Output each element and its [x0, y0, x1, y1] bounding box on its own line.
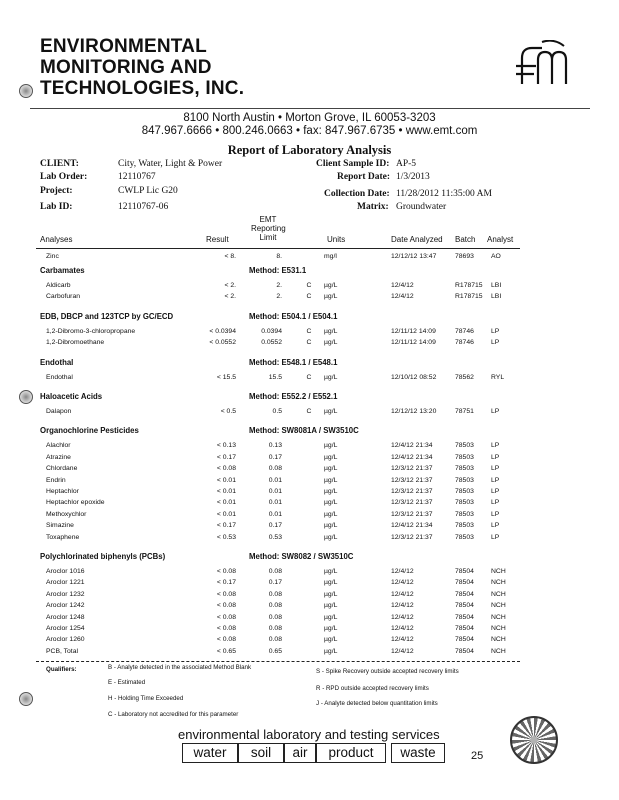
cell-limit: 8. [276, 253, 282, 260]
qualifier-note: J - Analyte detected below quantitation limits [316, 700, 438, 707]
cell-q [304, 577, 314, 588]
qualifier-note: H - Holding Time Exceeded [108, 695, 184, 702]
cell-date: 12/4/12 [391, 293, 414, 301]
cell-date: 12/3/12 21:37 [391, 499, 433, 507]
cell-units: µg/L [324, 282, 338, 289]
binder-hole-icon [19, 84, 33, 98]
cell-analyst: LP [491, 442, 500, 450]
company-line: MONITORING AND [40, 57, 212, 78]
cell-date: 12/4/12 [391, 636, 414, 644]
cell-date: 12/4/12 [391, 613, 414, 621]
method-label: Method: SW8082 / SW3510C [249, 552, 354, 561]
cell-batch: 78504 [455, 568, 474, 575]
group-heading: EDB, DBCP and 123TCP by GC/ECD [40, 311, 174, 321]
cell-analyst: LP [491, 476, 500, 484]
cell-q [304, 486, 314, 497]
cell-units: µg/L [324, 647, 338, 655]
cell-name: Alachlor [46, 442, 71, 450]
cell-analyst: NCH [491, 579, 506, 587]
cell-batch: 78503 [455, 522, 474, 530]
cell-name: Aroclor 1016 [46, 568, 85, 575]
cell-q [304, 497, 314, 508]
group-heading: Haloacetic Acids [40, 392, 103, 401]
cell-date: 12/4/12 [391, 625, 414, 632]
cell-name: Endothal [46, 373, 73, 381]
cell-name: Aroclor 1232 [46, 590, 85, 598]
cell-q: C [306, 293, 312, 301]
report-title: Report of Laboratory Analysis [227, 143, 392, 157]
matrix-label: Matrix: [357, 202, 389, 212]
cell-limit: 0.65 [268, 647, 282, 655]
cell-q: C [306, 339, 312, 347]
cell-name: Heptachlor epoxide [46, 499, 105, 507]
cell-analyst: LP [491, 499, 500, 507]
cell-name: Endrin [46, 476, 66, 484]
cell-units: µg/L [324, 499, 338, 507]
cell-analyst: LP [491, 533, 500, 541]
cell-result: < 0.65 [216, 647, 236, 655]
cell-analyst: NCH [491, 625, 506, 632]
service-soil: soil [238, 743, 284, 763]
cell-limit: 0.17 [268, 522, 282, 530]
cell-batch: 78504 [455, 602, 474, 610]
cell-analyst: NCH [491, 636, 506, 644]
cell-q [304, 623, 314, 634]
cell-result: < 0.08 [216, 613, 236, 621]
cell-limit: 0.01 [268, 510, 282, 518]
cell-q [304, 463, 314, 474]
project-label: Project: [40, 186, 73, 196]
cell-units: µg/L [324, 625, 338, 632]
cell-name: Heptachlor [46, 488, 79, 495]
cell-name: Simazine [46, 522, 74, 530]
cell-limit: 0.53 [268, 533, 282, 541]
qualifier-note: R - RPD outside accepted recovery limits [316, 685, 429, 692]
group-heading: Organochlorine Pesticides [40, 426, 139, 436]
cell-date: 12/4/12 [391, 568, 414, 575]
lab-id-value: 12110767-06 [118, 202, 169, 212]
cell-q [304, 646, 314, 657]
cell-result: < 2. [224, 282, 236, 289]
cell-q [304, 612, 314, 623]
cell-name: Aroclor 1248 [46, 613, 85, 621]
cell-result: < 0.01 [216, 499, 236, 507]
qualifier-note: E - Estimated [108, 679, 146, 686]
cell-q [304, 566, 314, 577]
accreditation-seal-icon [510, 716, 558, 764]
group-heading: Carbamates [40, 266, 85, 275]
cell-units: µg/L [324, 327, 338, 335]
cell-result: < 0.01 [216, 476, 236, 484]
cell-limit: 0.17 [268, 453, 282, 461]
cell-q [304, 452, 314, 463]
cell-limit: 0.0394 [261, 327, 282, 335]
cell-units: µg/L [324, 339, 338, 347]
cell-q [304, 600, 314, 611]
cell-result: < 8. [224, 253, 236, 260]
cell-result: < 0.5 [220, 408, 236, 415]
cell-q [304, 475, 314, 486]
cell-date: 12/12/12 13:47 [391, 253, 437, 260]
cell-batch: 78503 [455, 465, 474, 473]
cell-date: 12/3/12 21:37 [391, 533, 433, 541]
lab-order-label: Lab Order: [40, 172, 88, 182]
col-analyst: Analyst [487, 235, 514, 244]
cell-analyst: LP [491, 488, 500, 495]
cell-date: 12/10/12 08:52 [391, 373, 437, 381]
cell-analyst: LP [491, 408, 500, 415]
cell-name: Aldicarb [46, 282, 71, 289]
cell-units: µg/L [324, 522, 338, 530]
cell-limit: 2. [276, 293, 282, 301]
cell-units: µg/L [324, 590, 338, 598]
cell-analyst: LBI [491, 282, 502, 289]
cell-date: 12/3/12 21:37 [391, 488, 433, 495]
cell-limit: 0.08 [268, 636, 282, 644]
qualifiers-rule [36, 661, 520, 662]
cell-limit: 0.13 [268, 442, 282, 450]
cell-units: µg/L [324, 453, 338, 461]
client-label: CLIENT: [40, 159, 79, 169]
cell-q [304, 251, 314, 262]
cell-q [304, 440, 314, 451]
collection-date-value: 11/28/2012 11:35:00 AM [396, 189, 492, 199]
company-contact: 847.967.6666 • 800.246.0663 • fax: 847.967.6735 • www.emt.com [141, 125, 478, 137]
cell-limit: 15.5 [268, 373, 282, 381]
method-label: Method: E552.2 / E552.1 [249, 392, 338, 401]
footer-tagline: environmental laboratory and testing services [178, 727, 440, 742]
cell-result: < 0.08 [216, 602, 236, 610]
cell-q [304, 520, 314, 531]
cell-analyst: LBI [491, 293, 502, 301]
cell-result: < 0.0552 [209, 339, 236, 347]
cell-date: 12/3/12 21:37 [391, 510, 433, 518]
cell-batch: 78503 [455, 533, 474, 541]
lab-id-label: Lab ID: [40, 202, 73, 212]
cell-analyst: LP [491, 510, 500, 518]
cell-result: < 0.08 [216, 625, 236, 632]
cell-units: µg/L [324, 293, 338, 301]
cell-result: < 15.5 [216, 373, 236, 381]
page-number: 25 [471, 750, 484, 762]
col-date: Date Analyzed [391, 235, 443, 244]
cell-analyst: AO [491, 253, 501, 260]
col-analyses: Analyses [40, 235, 73, 244]
company-line: TECHNOLOGIES, INC. [40, 78, 245, 99]
cell-date: 12/12/12 13:20 [391, 408, 437, 415]
cell-name: Aroclor 1242 [46, 602, 85, 610]
cell-date: 12/11/12 14:09 [391, 339, 436, 347]
header-divider [30, 108, 590, 109]
report-date-label: Report Date: [337, 172, 391, 182]
cell-limit: 0.0552 [261, 339, 282, 347]
cell-name: Aroclor 1254 [46, 625, 85, 632]
cell-name: Dalapon [46, 408, 72, 415]
cell-analyst: NCH [491, 647, 506, 655]
cell-analyst: LP [491, 522, 500, 530]
cell-analyst: LP [491, 339, 500, 347]
cell-limit: 0.01 [268, 488, 282, 495]
client-value: City, Water, Light & Power [118, 159, 223, 169]
method-label: Method: SW8081A / SW3510C [249, 426, 359, 436]
cell-result: < 0.17 [216, 453, 236, 461]
company-line: ENVIRONMENTAL [40, 36, 207, 57]
cell-date: 12/4/12 21:34 [391, 522, 433, 530]
cell-result: < 0.01 [216, 510, 236, 518]
cell-units: µg/L [324, 579, 338, 587]
lab-order-value: 12110767 [118, 172, 156, 182]
service-water: water [182, 743, 238, 763]
cell-batch: 78746 [455, 327, 474, 335]
company-address: 8100 North Austin • Morton Grove, IL 60053-3203 [183, 112, 436, 124]
cell-q: C [306, 327, 312, 335]
binder-hole-icon [19, 390, 33, 404]
group-heading: Polychlorinated biphenyls (PCBs) [40, 552, 166, 561]
cell-analyst: LP [491, 327, 500, 335]
client-sample-value: AP-5 [396, 159, 417, 169]
cell-name: Carbofuran [46, 293, 81, 301]
cell-batch: 78504 [455, 647, 474, 655]
col-units: Units [327, 235, 346, 244]
cell-batch: 78693 [455, 253, 474, 260]
cell-name: Zinc [46, 253, 59, 260]
cell-units: µg/L [324, 488, 338, 495]
cell-batch: 78504 [455, 636, 474, 644]
cell-result: < 0.0394 [209, 327, 236, 335]
table-header-rule [36, 248, 520, 249]
cell-limit: 0.01 [268, 476, 282, 484]
cell-name: Chlordane [46, 465, 78, 473]
cell-units: µg/L [324, 465, 338, 473]
col-batch: Batch [455, 235, 476, 244]
cell-name: PCB, Total [46, 647, 78, 655]
cell-analyst: LP [491, 465, 500, 473]
cell-result: < 0.53 [216, 533, 236, 541]
cell-limit: 0.08 [268, 590, 282, 598]
cell-batch: 78503 [455, 442, 474, 450]
cell-q: C [306, 282, 312, 289]
cell-limit: 0.08 [268, 465, 282, 473]
cell-units: µg/L [324, 442, 338, 450]
cell-q [304, 509, 314, 520]
method-label: Method: E504.1 / E504.1 [249, 311, 338, 321]
cell-date: 12/4/12 [391, 590, 414, 598]
cell-date: 12/3/12 21:37 [391, 476, 433, 484]
cell-batch: 78562 [455, 373, 474, 381]
cell-result: < 0.17 [216, 522, 236, 530]
method-label: Method: E548.1 / E548.1 [249, 357, 338, 367]
cell-batch: R178715 [455, 282, 483, 289]
cell-limit: 0.08 [268, 602, 282, 610]
cell-date: 12/4/12 21:34 [391, 442, 433, 450]
cell-date: 12/4/12 [391, 579, 414, 587]
cell-units: µg/L [324, 636, 338, 644]
cell-name: 1,2-Dibromoethane [46, 339, 105, 347]
cell-batch: 78503 [455, 453, 474, 461]
cell-date: 12/4/12 [391, 647, 414, 655]
cell-limit: 0.01 [268, 499, 282, 507]
cell-batch: 78503 [455, 476, 474, 484]
cell-units: µg/L [324, 408, 338, 415]
report-date-value: 1/3/2013 [396, 172, 430, 182]
emt-logo-icon [514, 40, 570, 88]
service-waste: waste [391, 743, 445, 763]
cell-units: µg/L [324, 568, 338, 575]
binder-hole-icon [19, 692, 33, 706]
cell-result: < 0.13 [216, 442, 236, 450]
cell-batch: 78504 [455, 590, 474, 598]
client-sample-label: Client Sample ID: [316, 159, 390, 169]
cell-date: 12/4/12 [391, 602, 414, 610]
cell-analyst: NCH [491, 590, 506, 598]
col-result: Result [206, 235, 229, 244]
cell-batch: 78503 [455, 510, 474, 518]
cell-q [304, 589, 314, 600]
cell-q: C [306, 373, 312, 381]
cell-name: Toxaphene [46, 533, 80, 541]
cell-result: < 0.08 [216, 590, 236, 598]
group-heading: Endothal [40, 357, 74, 367]
cell-batch: 78504 [455, 613, 474, 621]
cell-units: µg/L [324, 476, 338, 484]
cell-q: C [306, 408, 312, 415]
cell-units: µg/L [324, 533, 338, 541]
cell-result: < 0.17 [216, 579, 236, 587]
service-air: air [284, 743, 316, 763]
cell-batch: 78746 [455, 339, 474, 347]
cell-name: Atrazine [46, 453, 71, 461]
cell-name: Methoxychlor [46, 510, 87, 518]
cell-units: µg/L [324, 510, 338, 518]
project-value: CWLP Lic G20 [118, 186, 178, 196]
cell-result: < 0.08 [216, 636, 236, 644]
cell-limit: 0.17 [268, 579, 282, 587]
matrix-value: Groundwater [396, 202, 447, 212]
col-limit: EMT Reporting Limit [251, 215, 286, 242]
cell-result: < 0.01 [216, 488, 236, 495]
cell-units: mg/l [324, 253, 337, 260]
cell-q [304, 634, 314, 645]
cell-limit: 2. [276, 282, 282, 289]
cell-analyst: NCH [491, 568, 506, 575]
cell-batch: R178715 [455, 293, 483, 301]
cell-limit: 0.08 [268, 613, 282, 621]
qualifier-note: B - Analyte detected in the associated Method Blank [108, 664, 252, 671]
cell-name: Aroclor 1260 [46, 636, 85, 644]
cell-date: 12/4/12 21:34 [391, 453, 433, 461]
cell-analyst: RYL [491, 373, 505, 381]
method-label: Method: E531.1 [249, 266, 307, 275]
cell-batch: 78503 [455, 499, 474, 507]
cell-name: 1,2-Dibromo-3-chloropropane [46, 327, 136, 335]
cell-analyst: NCH [491, 602, 506, 610]
cell-batch: 78504 [455, 579, 474, 587]
cell-name: Aroclor 1221 [46, 579, 85, 587]
cell-batch: 78503 [455, 488, 474, 495]
cell-date: 12/4/12 [391, 282, 414, 289]
qualifier-note: C - Laboratory not accredited for this parameter [108, 711, 239, 718]
service-product: product [316, 743, 386, 763]
cell-result: < 0.08 [216, 465, 236, 473]
cell-q [304, 532, 314, 543]
cell-result: < 2. [224, 293, 236, 301]
cell-analyst: NCH [491, 613, 506, 621]
cell-units: µg/L [324, 602, 338, 610]
collection-date-label: Collection Date: [324, 189, 390, 199]
qualifiers-label: Qualifiers: [46, 666, 77, 673]
cell-analyst: LP [491, 453, 500, 461]
cell-limit: 0.08 [268, 625, 282, 632]
cell-date: 12/11/12 14:09 [391, 327, 436, 335]
company-name [40, 36, 244, 99]
cell-batch: 78504 [455, 625, 474, 632]
qualifier-note: S - Spike Recovery outside accepted recovery limits [316, 668, 459, 675]
cell-limit: 0.08 [268, 568, 282, 575]
cell-limit: 0.5 [272, 408, 282, 415]
cell-units: µg/L [324, 613, 338, 621]
cell-result: < 0.08 [216, 568, 236, 575]
cell-date: 12/3/12 21:37 [391, 465, 433, 473]
cell-batch: 78751 [455, 408, 474, 415]
cell-units: µg/L [324, 373, 338, 381]
